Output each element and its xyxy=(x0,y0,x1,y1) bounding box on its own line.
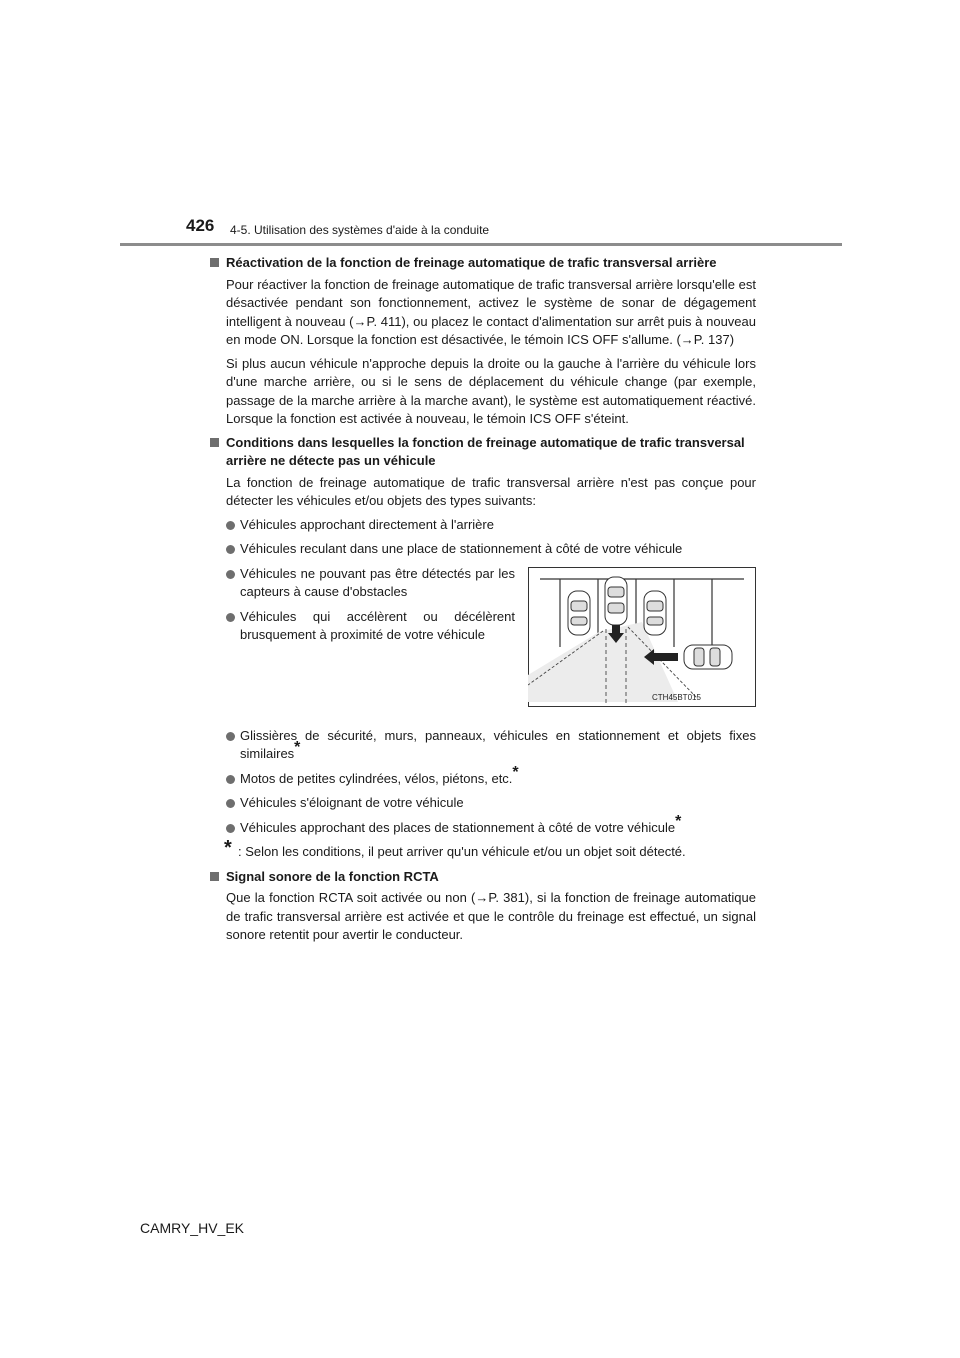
bullet-icon xyxy=(226,732,235,741)
list-item-text: Motos de petites cylindrées, vélos, piétons, etc. xyxy=(240,770,513,786)
heading-conditions xyxy=(210,434,756,471)
parked-car-left xyxy=(568,591,590,635)
header-rule xyxy=(120,243,842,246)
paragraph: Si plus aucun véhicule n'approche depuis la droite ou la gauche à l'arrière du véhicule lors d'une marche arrière, ou si le sens de déplacement du véhicule change (par exemple, passage de la marche arrière à la marche avant), le système est automatiquement réactivé. Lorsque la fonction est activée à nouveau, le témoin ICS OFF s'éteint. xyxy=(226,355,756,426)
square-bullet-icon xyxy=(210,872,219,881)
heading-rcta xyxy=(210,868,756,887)
list-item xyxy=(210,516,756,535)
parking-illustration xyxy=(528,567,756,707)
list-item xyxy=(210,763,756,789)
page-number: 426 xyxy=(186,216,215,235)
footnote-text: : Selon les conditions, il peut arriver qu'un véhicule et/ou un objet soit détecté. xyxy=(238,844,686,859)
figure-code: CTH45BT015 xyxy=(652,692,701,702)
list-item-text: Véhicules approchant des places de stationnement à côté de votre véhicule xyxy=(240,819,676,835)
list-item xyxy=(210,565,515,602)
list-item xyxy=(210,540,756,559)
list-item xyxy=(210,727,756,764)
bullet-icon xyxy=(226,545,235,554)
heading-text: Signal sonore de la fonction RCTA xyxy=(226,868,439,884)
list-item xyxy=(210,812,756,838)
bullet-icon xyxy=(226,613,235,622)
own-car xyxy=(605,577,627,625)
bullet-icon xyxy=(226,521,235,530)
bullet-icon xyxy=(226,775,235,784)
paragraph: La fonction de freinage automatique de trafic transversal arrière n'est pas conçue pour détecter les véhicules et/ou objets des types suivants: xyxy=(226,474,756,508)
square-bullet-icon xyxy=(210,258,219,267)
heading-text: Réactivation de la fonction de freinage automatique de trafic transversal arrière xyxy=(226,255,717,270)
list-item-text: Véhicules qui accélèrent ou décélèrent brusquement à proximité de votre véhicule xyxy=(240,608,515,642)
approaching-car xyxy=(684,645,732,669)
asterisk-mark: * xyxy=(512,763,519,781)
bullet-icon xyxy=(226,570,235,579)
paragraph: Que la fonction RCTA soit activée ou non (→P. 381), si la fonction de freinage automatique de trafic transversal arrière est activée et que le contrôle du freinage est effectué, un signal sonore retentit pour avertir le conducteur. xyxy=(226,890,756,942)
main-content xyxy=(210,254,756,950)
square-bullet-icon xyxy=(210,438,219,447)
heading-text: Conditions dans lesquelles la fonction de freinage automatique de trafic transversal arrière ne détecte pas un véhicule xyxy=(226,434,745,468)
heading-reactivation xyxy=(210,254,756,273)
list-item-text: Véhicules ne pouvant pas être détectés par les capteurs à cause d'obstacles xyxy=(240,565,515,599)
list-item-text: Véhicules reculant dans une place de stationnement à côté de votre véhicule xyxy=(240,541,683,556)
figure-row xyxy=(210,565,756,725)
parked-car-right xyxy=(644,591,666,635)
asterisk-mark: * xyxy=(224,837,232,859)
list-item-text: Glissières de sécurité, murs, panneaux, véhicules en stationnement et objets fixes similaires xyxy=(240,727,756,761)
section-title: 4-5. Utilisation des systèmes d'aide à la conduite xyxy=(230,223,490,237)
figure-side-text xyxy=(210,565,515,651)
bullet-icon xyxy=(226,824,235,833)
footnote xyxy=(210,837,756,862)
document-code: CAMRY_HV_EK xyxy=(140,1220,245,1236)
list-item xyxy=(210,608,515,645)
list-item-text: Véhicules approchant directement à l'arrière xyxy=(240,516,494,532)
bullet-icon xyxy=(226,799,235,808)
paragraph: Pour réactiver la fonction de freinage automatique de trafic transversal arrière lorsqu'elle est désactivée pendant son fonctionnement, activez le système de sonar de dégagement intelligent à nouveau (→P. 411), ou placez le contact d'alimentation sur arrêt puis à nouveau en mode ON. Lorsque la fonction est désactivée, le témoin ICS OFF s'allume. (→P. 137) xyxy=(226,276,756,347)
list-item xyxy=(210,794,756,813)
list-item-text: Véhicules s'éloignant de votre véhicule xyxy=(240,795,464,810)
asterisk-mark: * xyxy=(675,812,682,830)
asterisk-mark: * xyxy=(294,739,301,756)
